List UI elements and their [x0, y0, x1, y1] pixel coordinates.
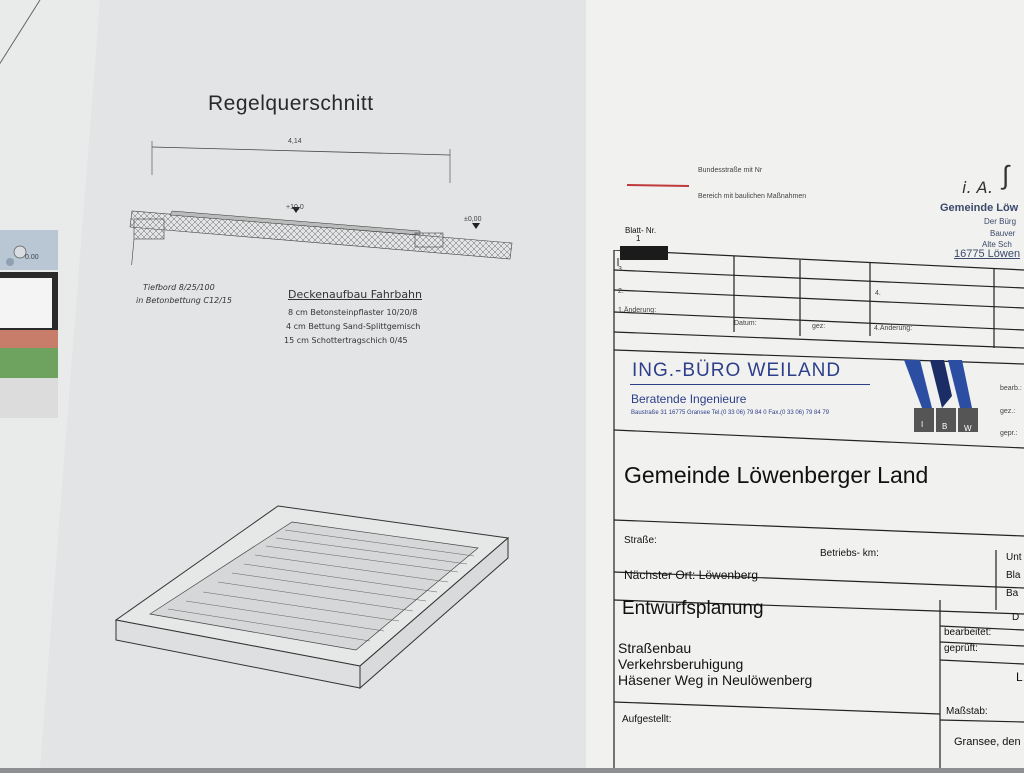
- logo-letter-w: W: [964, 424, 972, 433]
- isometric-paving-drawing: [110, 500, 520, 690]
- client-name: Gemeinde Löwenberger Land: [624, 462, 929, 488]
- stamp-line-3: Alte Sch: [982, 240, 1012, 249]
- layer-2: 4 cm Bettung Sand-Splittgemisch: [286, 322, 421, 331]
- gez-label: gez:: [812, 323, 826, 330]
- legend-item-2: Bereich mit baulichen Maßnahmen: [698, 193, 807, 200]
- logo-letter-b: B: [942, 422, 948, 431]
- width-dimension: 4,14: [288, 138, 302, 145]
- massstab-label: Maßstab:: [946, 706, 988, 717]
- logo-letter-i: I: [921, 420, 924, 429]
- firm-name: ING.-BÜRO WEILAND: [632, 360, 842, 381]
- elevation-left: +10,0: [286, 204, 304, 211]
- elevation-right: ±0,00: [464, 216, 482, 223]
- place-date: Gransee, den: [954, 736, 1021, 748]
- side-label-bearb: bearb.:: [1000, 385, 1022, 392]
- stamp-line-2: Bauver: [990, 229, 1016, 238]
- rev-1: 1.Änderung:: [618, 307, 657, 314]
- left-elev-label: 0.00: [25, 254, 39, 261]
- rev-3: 3.: [618, 266, 624, 273]
- rev-4: 4.: [875, 290, 881, 297]
- right-cut-bla: Bla: [1006, 570, 1021, 581]
- side-label-gepr: gepr.:: [1000, 430, 1018, 437]
- cross-section-drawing: [120, 135, 540, 265]
- rev-2: 2.: [618, 288, 624, 295]
- stamp-org: Gemeinde Löw: [940, 202, 1019, 214]
- curb-label-2: in Betonbettung C12/15: [136, 296, 233, 305]
- strasse-label: Straße:: [624, 535, 657, 546]
- geprueft-label: geprüft:: [944, 643, 978, 654]
- blatt-box: [620, 246, 668, 260]
- pavement-title: Deckenaufbau Fahrbahn: [288, 288, 422, 301]
- stamp-zip: 16775 Löwen: [954, 248, 1021, 260]
- firm-subtitle: Beratende Ingenieure: [631, 392, 747, 406]
- project-line-3: Häsener Weg in Neulöwenberg: [618, 672, 813, 688]
- l-cut: L: [1016, 670, 1023, 684]
- blatt-number: 1: [636, 234, 641, 243]
- right-cut-unt: Unt: [1006, 552, 1022, 563]
- aufgestellt-label: Aufgestellt:: [622, 714, 672, 725]
- legend-item-1: Bundesstraße mit Nr: [698, 167, 763, 174]
- project-line-1: Straßenbau: [618, 640, 692, 656]
- stamp-line-1: Der Bürg: [984, 217, 1017, 226]
- project-line-2: Verkehrsberuhigung: [618, 656, 744, 672]
- layer-3: 15 cm Schottertragschich 0/45: [284, 336, 408, 345]
- firm-address: Baustraße 31 16775 Gransee Tel.(0 33 06) 79 84 0 Fax.(0 33 06) 79 84 79: [631, 410, 830, 416]
- cross-section-title: Regelquerschnitt: [208, 92, 374, 115]
- blatt-label: Blatt- Nr.: [625, 226, 657, 235]
- firm-underline: [630, 384, 870, 385]
- curb-label-1: Tiefbord 8/25/100: [143, 283, 215, 292]
- betriebs-km-label: Betriebs- km:: [820, 548, 879, 559]
- naechster-ort: Nächster Ort: Löwenberg: [624, 568, 759, 582]
- aenderung-4-label: 4.Änderung:: [874, 325, 913, 332]
- bearbeitet-label: bearbeitet:: [944, 627, 992, 638]
- right-cut-ba: Ba: [1006, 588, 1019, 599]
- side-label-gez: gez.:: [1000, 408, 1016, 415]
- legend-line: [625, 178, 695, 192]
- signature-mark: ∫: [1002, 160, 1010, 190]
- layer-1: 8 cm Betonsteinpflaster 10/20/8: [288, 308, 418, 317]
- d-cut: D: [1012, 612, 1020, 623]
- datum-label: Datum:: [734, 320, 757, 327]
- signature-hand: i. A.: [962, 178, 993, 197]
- phase-title: Entwurfsplanung: [622, 598, 764, 619]
